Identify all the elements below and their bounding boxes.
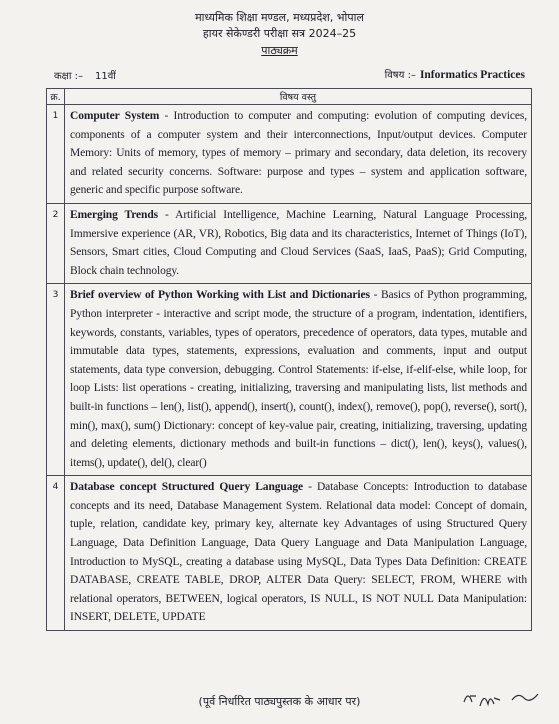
row-number: 3 <box>47 284 65 476</box>
row-number: 2 <box>47 203 65 283</box>
document-title: पाठ्यक्रम <box>261 44 298 57</box>
unit-text: Artificial Intelligence, Machine Learning, Natural Language Processing, Immersive experience (AR, VR), Robotics, Big data and its characteristics, Internet of Things (IoT), Sensors, Smart cities, Cloud Computing and Cloud Services (SaaS, IaaS, PaaS); Grid Computing, Block chain technology. <box>70 208 527 277</box>
class-info <box>54 68 116 82</box>
board-name: माध्यमिक शिक्षा मण्डल, मध्यप्रदेश, भोपाल <box>195 11 364 24</box>
unit-text: Introduction to computer and computing: evolution of computing devices, components of a computer system and their interconnections, Input/output devices. Computer Memory: Units of memory, types of memory – primary and secondary, data deletion, its recovery and related security concerns. Software: purpose and types – system and application software, generic and specific purpose software. <box>70 110 527 197</box>
syllabus-table <box>46 88 532 631</box>
table-row <box>47 284 532 476</box>
title-separator: - <box>159 110 174 122</box>
row-content <box>65 284 532 476</box>
unit-title: Emerging Trends <box>70 208 159 221</box>
table-row <box>47 203 532 283</box>
unit-text: Basics of Python programming, Python interpreter - interactive and script mode, the structure of a program, indentation, identifiers, keywords, constants, variables, types of operators, precedence of operators, data types, mutable and immutable data types, statements, expressions, evaluation and comments, input and output statements, data type conversion, debugging. Control Statements: if-else, if-elif-else, while loop, for loop Lists: list operations - creating, initializing, traversing and manipulating lists, list methods and built-in functions – len(), list(), append(), insert(), count(), index(), remove(), pop(), reverse(), sort(), min(), max(), sum() Dictionary: concept of key-value pair, creating, initializing, traversing, updating and deleting elements, dictionary methods and built-in functions – dict(), len(), keys(), values(), items(), update(), del(), clear() <box>70 289 527 469</box>
class-label: कक्षा :– <box>54 71 83 82</box>
row-content <box>65 476 532 631</box>
signature-mark <box>460 684 550 714</box>
row-number: 4 <box>47 476 65 631</box>
serial-column-header: क्र. <box>47 89 65 105</box>
title-separator: - <box>158 208 176 221</box>
row-number: 1 <box>47 105 65 204</box>
row-content <box>65 203 532 283</box>
unit-title: Computer System <box>70 110 160 122</box>
unit-title: Database concept Structured Query Language <box>70 481 303 494</box>
subject-label: विषय :– <box>384 70 416 81</box>
table-row <box>47 476 532 631</box>
exam-session: हायर सेकेण्डरी परीक्षा सत्र 2024–25 <box>202 27 357 40</box>
row-content <box>65 105 532 204</box>
table-header-row <box>47 89 532 105</box>
footer-note: (पूर्व निर्धारित पाठ्यपुस्तक के आधार पर) <box>198 695 361 708</box>
title-separator: - <box>369 289 381 302</box>
unit-text: Database Concepts: Introduction to database concepts and its need, Database Management System. Relational data model: Concept of domain, tuple, relation, candidate key, primary key, alternate key Advantages of using Structured Query Language, Data Definition Language, Data Query Language and Data Manipulation Language, Introduction to MySQL, creating a database using MySQL, Data Types Data Definition: CREATE DATABASE, CREATE TABLE, DROP, ALTER Data Query: SELECT, FROM, WHERE with relational operators, BETWEEN, logical operators, IS NULL, IS NOT NULL Data Manipulation: INSERT, DELETE, UPDATE <box>70 481 528 624</box>
title-separator: - <box>303 481 317 494</box>
content-column-header: विषय वस्तु <box>65 89 532 105</box>
subject-info <box>385 67 525 81</box>
unit-title: Brief overview of Python Working with List and Dictionaries <box>70 289 370 302</box>
table-row <box>47 105 532 204</box>
class-value: 11वीं <box>95 71 116 82</box>
subject-value: Informatics Practices <box>419 69 525 81</box>
